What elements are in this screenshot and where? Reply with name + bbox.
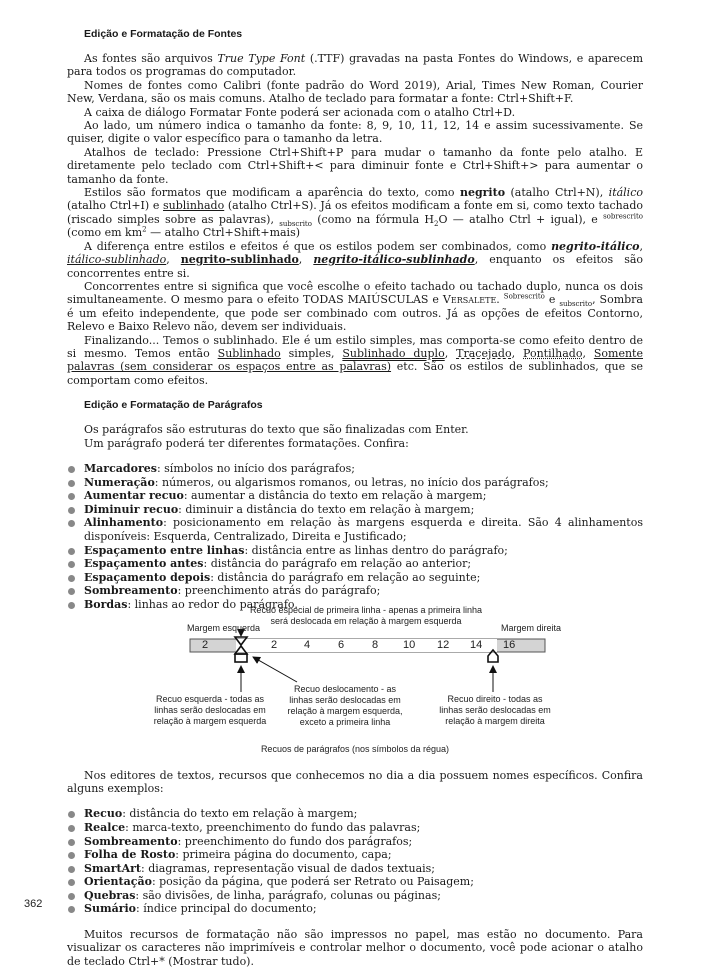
ruler-number: 2 [202, 638, 209, 651]
paragraph-underline: Finalizando... Temos o sublinhado. Ele é um estilo simples, mas comporta-se como efeito dentro de si mesmo. Temos então Sublinhado simples, Sublinhado duplo, Tracejado, Pontilhado, Somente palavras (sem considerar os espaços entre as palavras) etc. São os estilos de sublinhados, que se comportam como efeitos. [67, 333, 643, 387]
list-item: Folha de Rosto: primeira página do documento, capa; [67, 848, 643, 862]
section-heading-fonts: Edição e Formatação de Fontes [84, 28, 243, 40]
paragraph-format-dialog: A caixa de diálogo Formatar Fonte poderá ser acionada com o atalho Ctrl+D. [84, 105, 516, 119]
ruler-number: 6 [338, 638, 345, 651]
list-item: Bordas: linhas ao redor do parágrafo. [67, 598, 643, 612]
list-item: SmartArt: diagramas, representação visual de dados textuais; [67, 862, 643, 876]
list-item: Orientação: posição da página, que poderá ser Retrato ou Paisagem; [67, 875, 643, 889]
list-item: Sumário: índice principal do documento; [67, 902, 643, 916]
list-item: Numeração: números, ou algarismos romanos, ou letras, no início dos parágrafos; [67, 476, 643, 490]
ruler-number: 2 [271, 638, 278, 651]
paragraph-font-size: Ao lado, um número indica o tamanho da fonte: 8, 9, 10, 11, 12, 14 e assim sucessivamente. Se quiser, digite o valor específico para o tamanho da letra. [67, 119, 643, 146]
page-number: 362 [24, 898, 43, 910]
hanging-indent-label: Recuo deslocamento - as linhas serão deslocadas em relação à margem esquerda, exceto a primeira linha [287, 683, 403, 727]
figure-caption: Recuos de parágrafos (nos símbolos da régua) [260, 743, 450, 754]
paragraph-shortcuts: Atalhos de teclado: Pressione Ctrl+Shift+P para mudar o tamanho da fonte pelo atalho. E diretamente pelo teclado com Ctrl+Shift+< para diminuir fonte e Ctrl+Shift+> para aumentar o tamanho da fonte. [67, 145, 643, 186]
paragraph-ttf: As fontes são arquivos True Type Font (.TTF) gravadas na pasta Fontes do Windows, e aparecem para todos os programas do computador. [67, 52, 643, 79]
paragraph-combinations: A diferença entre estilos e efeitos é que os estilos podem ser combinados, como negrito-itálico, itálico-sublinhado, negrito-sublinhado, negrito-itálico-sublinhado, enquanto os efeitos são concorrentes entre si. [67, 239, 644, 280]
ruler-number: 10 [403, 638, 416, 651]
paragraph-concurrent: Concorrentes entre si significa que você escolhe o efeito tachado ou tachado duplo, nunca os dois simultaneamente. O mesmo para o efeito TODAS MAIÚSCULAS e Versalete. $^{Sobrescrito}$ e $_{subscrito}$, Sombra é um efeito independente, que pode ser combinado com outros. Já as opções de efeitos Contorno, Relevo e Baixo Relevo não, devem ser individuais. [67, 279, 643, 334]
feature-names-list [67, 807, 643, 916]
list-item: Espaçamento depois: distância do parágrafo em relação ao seguinte; [67, 571, 643, 585]
margin-left-label: Margem esquerda [187, 622, 261, 633]
ruler-number: 16 [503, 638, 516, 651]
list-item: Aumentar recuo: aumentar a distância do texto em relação à margem; [67, 489, 643, 503]
left-indent-marker [235, 654, 247, 662]
list-item: Alinhamento: posicionamento em relação às margens esquerda e direita. São 4 alinhamentos disponíveis: Esquerda, Centralizado, Direita e Justificado; [67, 516, 643, 543]
list-item: Sombreamento: preenchimento atrás do parágrafo; [67, 584, 643, 598]
list-item: Marcadores: símbolos no início dos parágrafos; [67, 462, 643, 476]
left-indent-label: Recuo esquerda - todas as linhas serão deslocadas em relação à margem esquerda [153, 693, 267, 726]
list-item: Sombreamento: preenchimento do fundo dos parágrafos; [67, 835, 643, 849]
paragraph-font-names: Nomes de fontes como Calibri (fonte padrão do Word 2019), Arial, Times New Roman, Courier New, Verdana, são os mais comuns. Atalho de teclado para formatar a fonte: Ctrl+Shift+F. [67, 78, 643, 106]
list-item: Diminuir recuo: diminuir a distância do texto em relação à margem; [67, 503, 643, 517]
ruler-number: 4 [304, 638, 311, 651]
list-item: Espaçamento entre linhas: distância entre as linhas dentro do parágrafo; [67, 544, 643, 558]
paragraph-format-list [67, 462, 643, 612]
section-heading-paragraphs: Edição e Formatação de Parágrafos [84, 399, 263, 412]
right-indent-label: Recuo direito - todas as linhas serão deslocadas em relação à margem direita [439, 693, 551, 726]
margin-right-label: Margem direita [501, 622, 562, 633]
paragraph-styles: Estilos são formatos que modificam a aparência do texto, como negrito (atalho Ctrl+N), itálico (atalho Ctrl+I) e sublinhado (atalho Ctrl+S). Já os efeitos modificam a fonte em si, como texto tachado (riscado simples sobre as palavras), $_{subscrito}$ (como na fórmula $H_2O$ — atalho Ctrl + igual), e $^{sobrescrito}$ (como em $km^2$ — atalho Ctrl+Shift+mais) [67, 186, 643, 240]
page-content [67, 28, 643, 968]
first-line-indent-label: Recuo especial de primeira linha - apenas a primeira linha será deslocada em relação à margem esquerda [249, 604, 483, 626]
ruler-number: 8 [372, 638, 379, 651]
ruler-number: 14 [470, 638, 483, 651]
paragraph-names-intro: Nos editores de textos, recursos que conhecemos no dia a dia possuem nomes específicos. Confira alguns exemplos: [67, 768, 643, 795]
paragraph-closing: Muitos recursos de formatação não são impressos no papel, mas estão no documento. Para visualizar os caracteres não imprimíveis e controlar melhor o documento, você pode acionar o atalho de teclado Ctrl+* (Mostrar tudo). [67, 928, 643, 968]
paragraph-intro-2: Um parágrafo poderá ter diferentes formatações. Confira: [84, 436, 409, 450]
ruler-number: 12 [437, 638, 450, 651]
paragraph-intro-1: Os parágrafos são estruturas do texto que são finalizadas com Enter. [84, 423, 469, 437]
list-item: Quebras: são divisões, de linha, parágrafo, colunas ou páginas; [67, 889, 643, 903]
list-item: Realce: marca-texto, preenchimento do fundo das palavras; [67, 821, 643, 835]
list-item: Espaçamento antes: distância do parágrafo em relação ao anterior; [67, 557, 643, 571]
list-item: Recuo: distância do texto em relação à margem; [67, 807, 643, 821]
